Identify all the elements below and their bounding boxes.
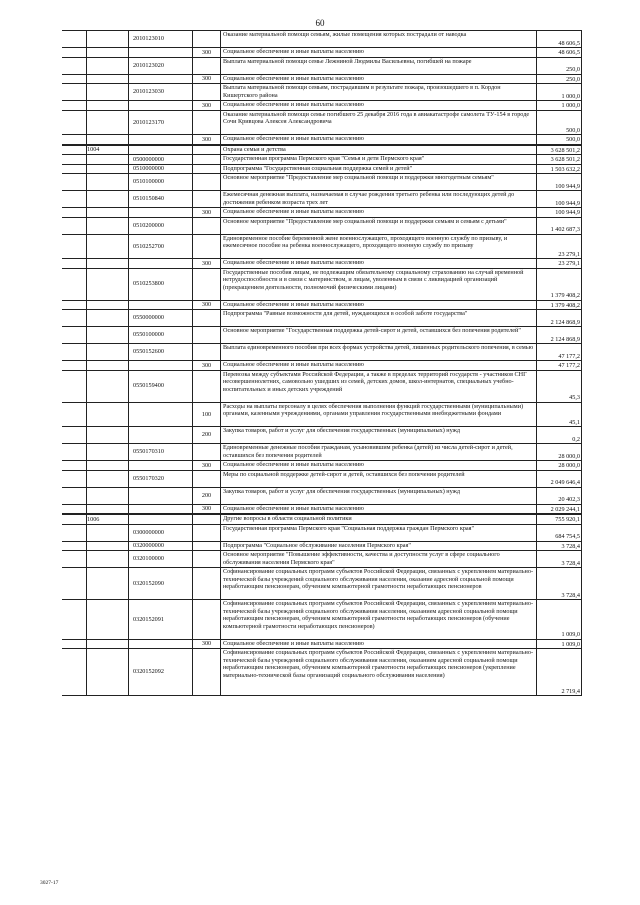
item-name: Государственная программа Пермского края "Семья и дети Пермского края": [220, 155, 536, 164]
target-article-code: [128, 146, 192, 155]
amount: 3 628 501,2: [536, 155, 582, 164]
target-article-code: 0550000000: [128, 310, 192, 326]
amount: 500,0: [536, 111, 582, 135]
section-cell: [62, 111, 86, 135]
amount: 500,0: [536, 135, 582, 144]
section-cell: [62, 58, 86, 74]
amount: 1 000,0: [536, 84, 582, 100]
item-name: Государственные пособия лицам, не подлежащим обязательному социальному страхованию на случай временной нетрудоспособности и в связи с материнством, и лицам, уволенным в связи с ликвидацией организаций (прекращением деятельности, полномочий физическими лицами): [220, 269, 536, 300]
expense-type-code: 300: [192, 640, 220, 649]
item-name: Оказание материальной помощи семье погибшего 25 декабря 2016 года в авиакатастрофе самолета ТУ-154 в городе Сочи Кривцова Алексея Александровича: [220, 111, 536, 135]
section-cell: [62, 208, 86, 217]
table-row: [62, 144, 582, 155]
subsection-code: [86, 361, 128, 370]
subsection-code: [86, 371, 128, 402]
amount: 1 379 408,2: [536, 301, 582, 310]
table-row: [62, 524, 582, 541]
subsection-code: [86, 208, 128, 217]
section-cell: [62, 101, 86, 110]
item-name: Основное мероприятие "Предоставление мер социальной помощи и поддержки многодетным семьям": [220, 174, 536, 190]
amount: 2 124 868,9: [536, 327, 582, 343]
subsection-code: [86, 191, 128, 207]
subsection-code: 1006: [86, 515, 128, 524]
target-article-code: 0320152090: [128, 568, 192, 599]
target-article-code: 2010123020: [128, 58, 192, 74]
amount: 23 279,1: [536, 235, 582, 259]
target-article-code: [128, 301, 192, 310]
subsection-code: [86, 218, 128, 234]
section-cell: [62, 640, 86, 649]
item-name: Меры по социальной поддержке детей-сирот и детей, оставшихся без попечения родителей: [220, 471, 536, 487]
table-row: [62, 100, 582, 110]
section-cell: [62, 259, 86, 268]
expense-type-code: [192, 551, 220, 567]
item-name: Выплата единовременного пособия при всех формах устройства детей, лишенных родительского попечения, в семью: [220, 344, 536, 360]
section-cell: [62, 269, 86, 300]
item-name: Закупка товаров, работ и услуг для обеспечения государственных (муниципальных) нужд: [220, 488, 536, 504]
target-article-code: [128, 505, 192, 514]
section-cell: [62, 48, 86, 57]
amount: 1 379 408,2: [536, 269, 582, 300]
table-row: [62, 83, 582, 100]
subsection-code: [86, 58, 128, 74]
subsection-code: [86, 427, 128, 443]
amount: 1 503 632,2: [536, 165, 582, 174]
subsection-code: [86, 174, 128, 190]
subsection-code: [86, 461, 128, 470]
section-cell: [62, 174, 86, 190]
expense-type-code: 300: [192, 101, 220, 110]
expense-type-code: [192, 58, 220, 74]
expense-type-code: [192, 371, 220, 402]
target-article-code: [128, 461, 192, 470]
item-name: Основное мероприятие "Предоставление мер социальной помощи и поддержки семьям и семьям с детьми": [220, 218, 536, 234]
target-article-code: 0510000000: [128, 165, 192, 174]
subsection-code: [86, 31, 128, 47]
item-name: Закупка товаров, работ и услуг для обеспечения государственных (муниципальных) нужд: [220, 427, 536, 443]
item-name: Единовременное пособие беременной жене военнослужащего, проходящего военную службу по призыву, и ежемесячное пособие на ребенка военнослужащего, проходящего военную службу по призыву: [220, 235, 536, 259]
target-article-code: 0320000000: [128, 542, 192, 551]
subsection-code: [86, 75, 128, 84]
target-article-code: 0550170320: [128, 471, 192, 487]
section-cell: [62, 301, 86, 310]
subsection-code: 1004: [86, 146, 128, 155]
table-row: [62, 173, 582, 190]
expense-type-code: [192, 444, 220, 460]
table-row: [62, 343, 582, 360]
target-article-code: [128, 515, 192, 524]
table-row: [62, 504, 582, 514]
expense-type-code: [192, 525, 220, 541]
expense-type-code: 300: [192, 301, 220, 310]
expense-type-code: 200: [192, 488, 220, 504]
expense-type-code: [192, 269, 220, 300]
subsection-code: [86, 269, 128, 300]
target-article-code: [128, 427, 192, 443]
target-article-code: 0320152092: [128, 649, 192, 695]
table-row: [62, 599, 582, 639]
subsection-code: [86, 649, 128, 695]
amount: 100 944,9: [536, 191, 582, 207]
amount: 1 009,0: [536, 640, 582, 649]
target-article-code: 0510100000: [128, 174, 192, 190]
expense-type-code: 300: [192, 208, 220, 217]
section-cell: [62, 344, 86, 360]
subsection-code: [86, 235, 128, 259]
subsection-code: [86, 111, 128, 135]
item-name: Социальное обеспечение и иные выплаты населению: [220, 101, 536, 110]
item-name: Выплата материальной помощи семье Лежниной Людмилы Васильевны, погибшей на пожаре: [220, 58, 536, 74]
section-cell: [62, 84, 86, 100]
section-cell: [62, 649, 86, 695]
amount: 45,1: [536, 403, 582, 427]
expense-type-code: 300: [192, 259, 220, 268]
item-name: Другие вопросы в области социальной политики: [220, 515, 536, 524]
subsection-code: [86, 488, 128, 504]
table-row: [62, 443, 582, 460]
target-article-code: 0510253800: [128, 269, 192, 300]
table-row: [62, 234, 582, 259]
target-article-code: 0320152091: [128, 600, 192, 639]
table-row: [62, 300, 582, 310]
item-name: Подпрограмма "Государственная социальная поддержка семей и детей": [220, 165, 536, 174]
amount: 100 944,9: [536, 208, 582, 217]
expense-type-code: 300: [192, 75, 220, 84]
section-cell: [62, 568, 86, 599]
item-name: Выплата материальной помощи семьям, пострадавшим в результате пожара, произошедшего в п. Кордон Кишертского района: [220, 84, 536, 100]
item-name: Оказание материальной помощи семьям, жилые помещения которых пострадали от наводка: [220, 31, 536, 47]
subsection-code: [86, 525, 128, 541]
amount: 2 029 244,1: [536, 505, 582, 514]
item-name: Подпрограмма "Социальное обслуживание населения Пермского края": [220, 542, 536, 551]
section-cell: [62, 310, 86, 326]
expense-type-code: [192, 111, 220, 135]
section-cell: [62, 505, 86, 514]
budget-table: [62, 30, 582, 696]
subsection-code: [86, 471, 128, 487]
table-row: [62, 541, 582, 551]
item-name: Социальное обеспечение и иные выплаты населению: [220, 461, 536, 470]
item-name: Социальное обеспечение и иные выплаты населению: [220, 75, 536, 84]
target-article-code: [128, 361, 192, 370]
amount: 47 177,2: [536, 344, 582, 360]
expense-type-code: [192, 344, 220, 360]
target-article-code: 0510150840: [128, 191, 192, 207]
amount: 23 279,1: [536, 259, 582, 268]
table-row: [62, 426, 582, 443]
page-number: 60: [315, 18, 325, 28]
table-row: [62, 470, 582, 487]
item-name: Социальное обеспечение и иные выплаты населению: [220, 301, 536, 310]
item-name: Социальное обеспечение и иные выплаты населению: [220, 640, 536, 649]
subsection-code: [86, 542, 128, 551]
amount: 250,0: [536, 75, 582, 84]
target-article-code: [128, 101, 192, 110]
table-row: [62, 326, 582, 343]
item-name: Социальное обеспечение и иные выплаты населению: [220, 259, 536, 268]
amount: 48 606,5: [536, 48, 582, 57]
amount: 3 728,4: [536, 568, 582, 599]
expense-type-code: [192, 235, 220, 259]
expense-type-code: 300: [192, 461, 220, 470]
target-article-code: [128, 48, 192, 57]
target-article-code: [128, 640, 192, 649]
target-article-code: 2010123170: [128, 111, 192, 135]
table-row: [62, 370, 582, 402]
table-row: [62, 513, 582, 524]
section-cell: [62, 361, 86, 370]
target-article-code: 0510252700: [128, 235, 192, 259]
section-cell: [62, 218, 86, 234]
subsection-code: [86, 640, 128, 649]
section-cell: [62, 327, 86, 343]
expense-type-code: 200: [192, 427, 220, 443]
expense-type-code: [192, 471, 220, 487]
expense-type-code: [192, 155, 220, 164]
amount: 3 628 501,2: [536, 146, 582, 155]
amount: 28 000,0: [536, 444, 582, 460]
expense-type-code: [192, 31, 220, 47]
amount: 47 177,2: [536, 361, 582, 370]
amount: 0,2: [536, 427, 582, 443]
target-article-code: 0510200000: [128, 218, 192, 234]
subsection-code: [86, 310, 128, 326]
target-article-code: 2010123030: [128, 84, 192, 100]
expense-type-code: [192, 218, 220, 234]
section-cell: [62, 135, 86, 144]
section-cell: [62, 191, 86, 207]
subsection-code: [86, 101, 128, 110]
target-article-code: 0550159400: [128, 371, 192, 402]
table-row: [62, 217, 582, 234]
table-row: [62, 648, 582, 696]
amount: 2 719,4: [536, 649, 582, 695]
table-row: [62, 57, 582, 74]
section-cell: [62, 371, 86, 402]
table-row: [62, 567, 582, 599]
section-cell: [62, 461, 86, 470]
table-row: [62, 268, 582, 300]
table-row: [62, 164, 582, 174]
target-article-code: 0500000000: [128, 155, 192, 164]
section-cell: [62, 403, 86, 427]
item-name: Софинансирование социальных программ субъектов Российской Федерации, связанных с укреплением материально-технической базы учреждений социального обслуживания населения, оказание адресной социальной помощи неработающим пенсионерам, обучением компьютерной грамотности неработающих пенсионеров: [220, 568, 536, 599]
target-article-code: [128, 403, 192, 427]
target-article-code: [128, 208, 192, 217]
expense-type-code: [192, 542, 220, 551]
table-row: [62, 30, 582, 47]
amount: 3 728,4: [536, 542, 582, 551]
expense-type-code: [192, 515, 220, 524]
subsection-code: [86, 568, 128, 599]
table-row: [62, 639, 582, 649]
expense-type-code: [192, 84, 220, 100]
section-cell: [62, 165, 86, 174]
subsection-code: [86, 327, 128, 343]
section-cell: [62, 155, 86, 164]
document-code: 3027-17: [40, 880, 59, 886]
section-cell: [62, 600, 86, 639]
expense-type-code: 300: [192, 505, 220, 514]
subsection-code: [86, 301, 128, 310]
expense-type-code: [192, 165, 220, 174]
item-name: Социальное обеспечение и иные выплаты населению: [220, 135, 536, 144]
section-cell: [62, 235, 86, 259]
expense-type-code: 300: [192, 361, 220, 370]
expense-type-code: 300: [192, 135, 220, 144]
amount: 2 124 868,9: [536, 310, 582, 326]
expense-type-code: [192, 568, 220, 599]
item-name: Социальное обеспечение и иные выплаты населению: [220, 48, 536, 57]
expense-type-code: [192, 310, 220, 326]
item-name: Охрана семьи и детства: [220, 146, 536, 155]
table-row: [62, 309, 582, 326]
section-cell: [62, 444, 86, 460]
expense-type-code: [192, 191, 220, 207]
table-row: [62, 47, 582, 57]
subsection-code: [86, 165, 128, 174]
item-name: Ежемесячная денежная выплата, назначаемая в случае рождения третьего ребенка или последующих детей до достижения ребенком возраста трех лет: [220, 191, 536, 207]
target-article-code: 0550100000: [128, 327, 192, 343]
target-article-code: [128, 75, 192, 84]
section-cell: [62, 31, 86, 47]
section-cell: [62, 488, 86, 504]
subsection-code: [86, 135, 128, 144]
item-name: Единовременные денежные пособия гражданам, усыновившим ребенка (детей) из числа детей-сирот и детей, оставшихся без попечения родителей: [220, 444, 536, 460]
amount: 28 000,0: [536, 461, 582, 470]
expense-type-code: [192, 174, 220, 190]
target-article-code: 2010123010: [128, 31, 192, 47]
subsection-code: [86, 155, 128, 164]
item-name: Государственная программа Пермского края "Социальная поддержка граждан Пермского края": [220, 525, 536, 541]
expense-type-code: [192, 600, 220, 639]
target-article-code: [128, 135, 192, 144]
table-row: [62, 207, 582, 217]
amount: 1 009,0: [536, 600, 582, 639]
target-article-code: 0550170310: [128, 444, 192, 460]
item-name: Перевозка между субъектами Российской Федерации, а также в пределах территорий государств - участников СНГ несовершеннолетних, самовольно ушедших из семей, детских домов, школ-интернатов, специальных учебно-воспитательных и иных детских учреждений: [220, 371, 536, 402]
table-row: [62, 402, 582, 427]
section-cell: [62, 471, 86, 487]
table-row: [62, 154, 582, 164]
item-name: Расходы на выплаты персоналу в целях обеспечения выполнения функций государственными (муниципальными) органами, казенными учреждениями, органами управления государственными внебюджетными фондами: [220, 403, 536, 427]
item-name: Подпрограмма "Равные возможности для детей, нуждающихся в особой заботе государства": [220, 310, 536, 326]
item-name: Основное мероприятие "Повышение эффективности, качества и доступности услуг в сфере социального обслуживания населения Пермского края": [220, 551, 536, 567]
section-cell: [62, 75, 86, 84]
table-row: [62, 74, 582, 84]
amount: 684 754,5: [536, 525, 582, 541]
amount: 100 944,9: [536, 174, 582, 190]
section-cell: [62, 427, 86, 443]
table-row: [62, 134, 582, 144]
expense-type-code: [192, 327, 220, 343]
amount: 2 049 646,4: [536, 471, 582, 487]
target-article-code: [128, 259, 192, 268]
subsection-code: [86, 259, 128, 268]
expense-type-code: [192, 146, 220, 155]
section-cell: [62, 525, 86, 541]
item-name: Основное мероприятие "Государственная поддержка детей-сирот и детей, оставшихся без попечения родителей": [220, 327, 536, 343]
subsection-code: [86, 403, 128, 427]
target-article-code: 0320100000: [128, 551, 192, 567]
amount: 3 728,4: [536, 551, 582, 567]
table-row: [62, 110, 582, 135]
table-row: [62, 258, 582, 268]
table-row: [62, 550, 582, 567]
item-name: Социальное обеспечение и иные выплаты населению: [220, 208, 536, 217]
amount: 755 920,1: [536, 515, 582, 524]
target-article-code: [128, 488, 192, 504]
subsection-code: [86, 551, 128, 567]
table-row: [62, 487, 582, 504]
target-article-code: 0300000000: [128, 525, 192, 541]
expense-type-code: 300: [192, 48, 220, 57]
item-name: Софинансирование социальных программ субъектов Российской Федерации, связанных с укреплением материально-технической базы учреждений социального обслуживания населения, оказанием адресной социальной помощи неработающим пенсионерам, обучением компьютерной грамотности неработающих пенсионеров (обучение компьютерной грамотности неработающих пенсионеров): [220, 600, 536, 639]
section-cell: [62, 551, 86, 567]
table-row: [62, 460, 582, 470]
subsection-code: [86, 444, 128, 460]
amount: 1 402 687,3: [536, 218, 582, 234]
amount: 20 402,3: [536, 488, 582, 504]
amount: 45,3: [536, 371, 582, 402]
item-name: Социальное обеспечение и иные выплаты населению: [220, 361, 536, 370]
table-row: [62, 360, 582, 370]
expense-type-code: 100: [192, 403, 220, 427]
subsection-code: [86, 84, 128, 100]
amount: 48 606,5: [536, 31, 582, 47]
section-cell: [62, 515, 86, 524]
section-cell: [62, 146, 86, 155]
subsection-code: [86, 48, 128, 57]
expense-type-code: [192, 649, 220, 695]
amount: 250,0: [536, 58, 582, 74]
item-name: Софинансирование социальных программ субъектов Российской Федерации, связанных с укреплением материально-технической базы учреждений социального обслуживания населения, оказанием адресной социальной помощи неработающим пенсионерам, обучением компьютерной грамотности неработающих пенсионеров (укрепление материально-технической базы организаций социального обслуживания населения): [220, 649, 536, 695]
target-article-code: 0550152600: [128, 344, 192, 360]
subsection-code: [86, 600, 128, 639]
item-name: Социальное обеспечение и иные выплаты населению: [220, 505, 536, 514]
section-cell: [62, 542, 86, 551]
subsection-code: [86, 505, 128, 514]
table-row: [62, 190, 582, 207]
amount: 1 000,0: [536, 101, 582, 110]
subsection-code: [86, 344, 128, 360]
